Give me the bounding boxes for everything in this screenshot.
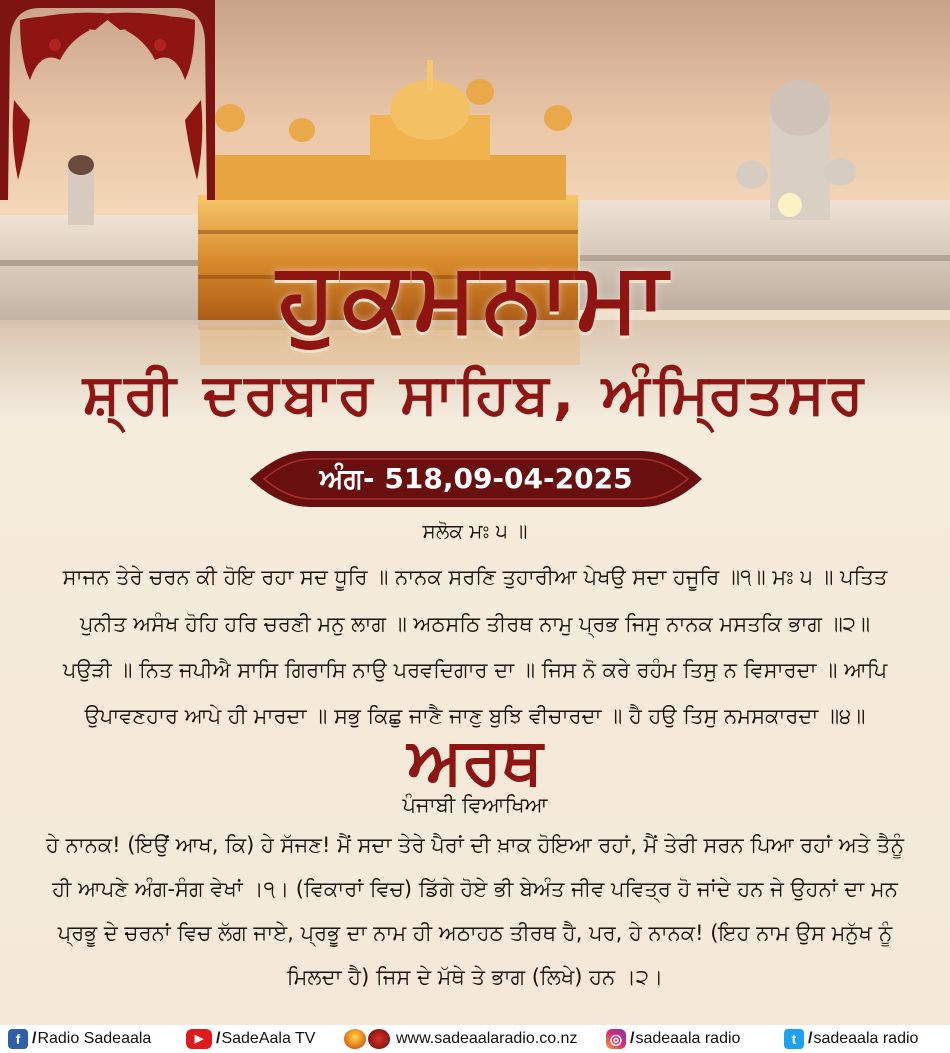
youtube-icon: ▶ (186, 1029, 212, 1049)
twitter-handle: sadeaala radio (813, 1030, 919, 1047)
vyakhya-line: ਪ੍ਰਭੂ ਦੇ ਚਰਨਾਂ ਵਿਚ ਲੱਗ ਜਾਏ, ਪ੍ਰਭੂ ਦਾ ਨਾਮ ਹੀ ਅਠਾਹਠ ਤੀਰਥ ਹੈ, ਪਰ, ਹੇ ਨਾਨਕ! (ਇਹ ਨਾਮ ਉਸ ਮਨੁੱਖ ਨੂੰ (57, 921, 893, 945)
website-link[interactable] (344, 1028, 577, 1050)
gurbani-line: ਪੁਨੀਤ ਅਸੰਖ ਹੋਹਿ ਹਰਿ ਚਰਣੀ ਮਨੁ ਲਾਗ ॥ ਅਠਸਠਿ ਤੀਰਥ ਨਾਮੁ ਪ੍ਰਭ ਜਿਸੁ ਨਾਨਕ ਮਸਤਕਿ ਭਾਗ ॥੨॥ (79, 612, 871, 636)
golden-temple-photo (0, 0, 950, 420)
radio-logo-icon (368, 1029, 390, 1049)
gurbani-heading: ਸਲੋਕ ਮਃ ੫ ॥ (422, 519, 528, 543)
instagram-handle: sadeaala radio (635, 1030, 741, 1047)
facebook-link[interactable] (8, 1028, 151, 1050)
arth-title: ਅਰਥ (407, 725, 543, 799)
poster-subtitle: ਸ਼੍ਰੀ ਦਰਬਾਰ ਸਾਹਿਬ, ਅੰਮ੍ਰਿਤਸਰ (82, 362, 868, 427)
corner-ornament-right-icon (0, 0, 215, 200)
youtube-handle: SadeAala TV (221, 1030, 316, 1047)
gurbani-line: ਪਉੜੀ ॥ ਨਿਤ ਜਪੀਐ ਸਾਸਿ ਗਿਰਾਸਿ ਨਾਉ ਪਰਵਦਿਗਾਰ ਦਾ ॥ ਜਿਸ ਨੋ ਕਰੇ ਰਹੰਮ ਤਿਸੁ ਨ ਵਿਸਾਰਦਾ ॥ ਆਪਿ (62, 658, 888, 682)
facebook-handle: Radio Sadeaala (37, 1030, 152, 1047)
vyakhya-line: ਹੇ ਨਾਨਕ! (ਇਉਂ ਆਖ, ਕਿ) ਹੇ ਸੱਜਣ! ਮੈਂ ਸਦਾ ਤੇਰੇ ਪੈਰਾਂ ਦੀ ਖ਼ਾਕ ਹੋਇਆ ਰਹਾਂ, ਮੈਂ ਤੇਰੀ ਸਰਨ ਪਿਆ ਰਹਾਂ ਅਤੇ ਤੈਨੂੰ (46, 833, 904, 857)
sadeaala-logo-icon (344, 1029, 366, 1049)
instagram-link[interactable] (606, 1028, 740, 1050)
gurbani-line: ਸਾਜਨ ਤੇਰੇ ਚਰਨ ਕੀ ਹੋਇ ਰਹਾ ਸਦ ਧੂਰਿ ॥ ਨਾਨਕ ਸਰਣਿ ਤੁਹਾਰੀਆ ਪੇਖਉ ਸਦਾ ਹਜੂਰਿ ॥੧॥ ਮਃ ੫ ॥ ਪਤਿਤ (62, 565, 888, 589)
slash-separator: / (32, 1030, 37, 1047)
slash-separator: / (808, 1030, 813, 1047)
gurbani-line: ਉਪਾਵਣਹਾਰ ਆਪੇ ਹੀ ਮਾਰਦਾ ॥ ਸਭੁ ਕਿਛੁ ਜਾਣੈ ਜਾਣੁ ਬੁਝਿ ਵੀਚਾਰਦਾ ॥ ਹੈ ਹਉ ਤਿਸੁ ਨਮਸਕਾਰਦਾ ॥੪॥ (84, 704, 866, 728)
twitter-icon: t (784, 1029, 804, 1049)
social-footer (0, 1025, 950, 1053)
slash-separator: / (630, 1030, 635, 1047)
vyakhya-line: ਮਿਲਦਾ ਹੈ) ਜਿਸ ਦੇ ਮੱਥੇ ਤੇ ਭਾਗ (ਲਿਖੇ) ਹਨ ।੨। (286, 965, 664, 989)
slash-separator: / (216, 1030, 221, 1047)
youtube-link[interactable] (186, 1028, 315, 1050)
vyakhya-line: ਹੀ ਆਪਣੇ ਅੰਗ-ਸੰਗ ਵੇਖਾਂ ।੧। (ਵਿਕਾਰਾਂ ਵਿਚ) ਡਿੱਗੇ ਹੋਏ ਭੀ ਬੇਅੰਤ ਜੀਵ ਪਵਿਤ੍ਰ ਹੋ ਜਾਂਦੇ ਹਨ ਜੇ ਉਹਨਾਂ ਦਾ ਮਨ (52, 877, 898, 901)
facebook-icon: f (8, 1029, 28, 1049)
instagram-icon: ◎ (606, 1029, 626, 1049)
poster-title: ਹੁਕਮਨਾਮਾ (277, 240, 673, 352)
arth-subtitle: ਪੰਜਾਬੀ ਵਿਆਖਿਆ (402, 793, 548, 817)
twitter-link[interactable] (784, 1028, 918, 1050)
website-url: www.sadeaalaradio.co.nz (396, 1030, 578, 1047)
ang-date-text: ਅੰਗ- 518,09-04-2025 (319, 462, 633, 495)
